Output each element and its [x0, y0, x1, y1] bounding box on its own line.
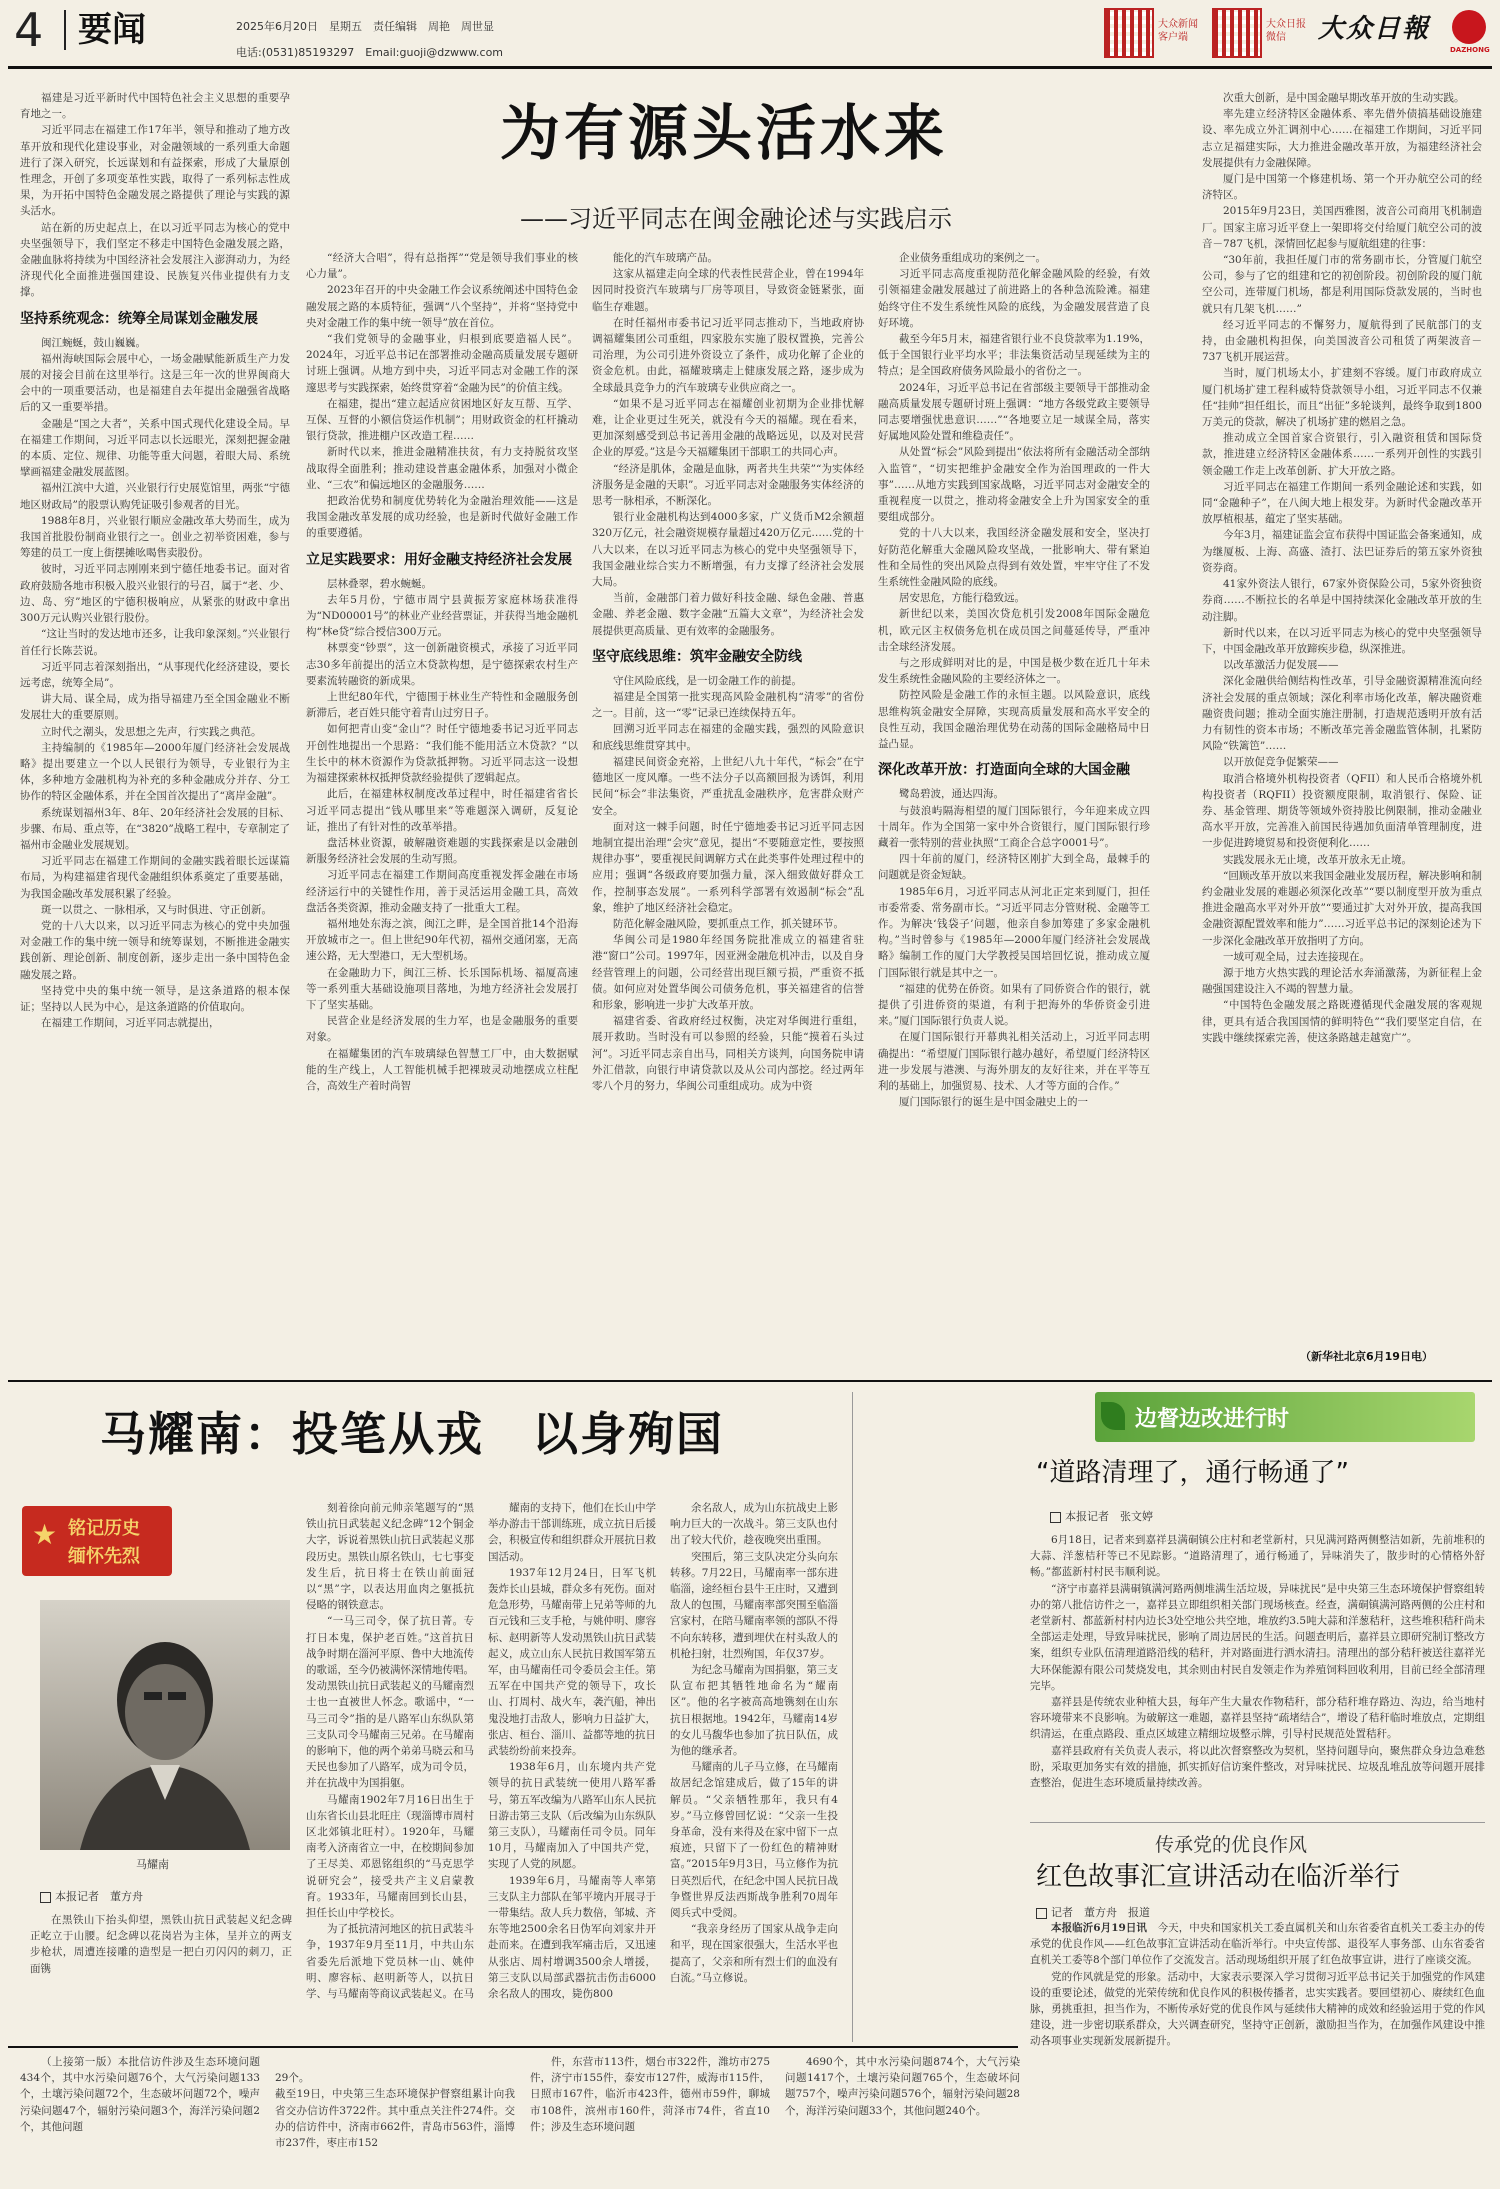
paragraph: 系统谋划福州3年、8年、20年经济社会发展的目标、步骤、布局、重点等，在“3820”战略工程中，专章制定了福州市金融业发展规划。 [20, 806, 290, 851]
paragraph: 当时，厦门机场太小，扩建刻不容缓。厦门市政府成立厦门机场扩建工程科威特贷款领导小组，习近平同志不仅兼任“挂帅”担任组长，而且“出征”多轮谈判，最终争取到1800万美元的贷款，解决了机场扩建的燃眉之急。 [1202, 367, 1482, 429]
paragraph: 华闽公司是1980年经国务院批准成立的福建省驻港“窗口”公司。1997年，因亚洲金融危机冲击，以及自身经营管理上的问题，公司经营出现巨额亏损，严重资不抵债。如何应对处置华闽公司债务危机，事关福建省的信誉和形象，影响进一步扩大改革开放。 [592, 934, 864, 1011]
qr-label-wechat: 大众日报 微信 [1266, 19, 1306, 43]
footer-text-4: 4690个，其中水污染问题874个，大气污染问题1417个，土壤污染问题765个，生态破坏问题757个，噪声污染问题576个，辐射污染问题28个，海洋污染问题33个，其他问题240个。 [785, 2056, 1020, 2117]
paragraph: 嘉祥县政府有关负责人表示，将以此次督察整改为契机，坚持问题导向，聚焦群众身边急难愁盼，采取更加务实有效的措施，抓实抓好信访案件整改，对异味扰民、垃圾乱堆乱放等问题开展排查整治，促进生态环境质量持续改善。 [1030, 1744, 1485, 1790]
masthead-logo: 大众日報 [1318, 14, 1431, 44]
memorial-badge-line-1: 铭记历史 [68, 1518, 140, 1539]
paragraph: “30年前，我担任厦门市的常务副市长，分管厦门航空公司，参与了它的组建和它的初创阶段。初创阶段的厦门航空公司，连带厦门机场，都是利用国际贷款发展的，当时也就只有几架飞机……” [1202, 254, 1482, 315]
article4-second-paragraph: 党的作风就是党的形象。活动中，大家表示要深入学习贯彻习近平总书记关于加强党的作风建设的重要论述，做党的光荣传统和优良作风的积极传播者，忠实实践者。要回望初心、赓续红色血脉，勇挑重担，担当作为，不断传承好党的优良作风与延续伟大精神的成效和经验运用于党的作风建设，进一步密切联系群众，大兴调查研究，坚持守正创新，激励担当作为，在加强作风建设中推动各项事业实现新发展新提升。 [1030, 1970, 1485, 2048]
paragraph: 为纪念马耀南为国捐躯，第三支队宣布把其牺牲地命名为“耀南区”。他的名字被高高地镌刻在山东抗日根据地。1942年，马耀南14岁的女儿马馥华也参加了抗日队伍，成为他的继承者。 [670, 1664, 838, 1758]
article3-byline [1050, 1508, 1153, 1524]
paragraph: 以改革激活力促发展—— [1223, 659, 1339, 672]
article4-lead: 本报临沂6月19日讯 [1051, 1922, 1147, 1934]
article4-byline-text: 记者 董方舟 报道 [1051, 1906, 1150, 1919]
paragraph: 余名敌人，成为山东抗战史上影响力巨大的一次战斗。第三支队也付出了较大代价，趁夜晚突出重围。 [670, 1502, 838, 1547]
paragraph: 新时代以来，推进金融精准扶贫，有力支持脱贫攻坚战取得全面胜利；推动建设普惠金融体系，加强对小微企业、“三农”和偏远地区的金融服务…… [306, 446, 578, 491]
article4-first-paragraph: 今天，中央和国家机关工委直属机关和山东省委省直机关工委主办的传承党的优良作风——红色故事汇宣讲活动在临沂举行。中央宣传部、退役军人事务部、山东省委省直机关工委等8个部门单位作了交流发言。活动现场组织开展了红色故事宣讲，进行了座谈交流。 [1030, 1922, 1485, 1967]
paragraph: 1939年6月，马耀南等人率第三支队主力部队在邹平境内开展寻于一带集结。敌人兵力数倍，邹城、齐东等地2500余名日伪军向刘家井开赴而来。在遭到我军痛击后，又迅速从张店、周村增调3500余人增援，第三支队以局部武器抗击伤击6000余名敌人的围攻，毙伤800 [488, 1874, 656, 2001]
inspection-banner-text: 边督边改进行时 [1135, 1407, 1290, 1432]
header-rule [8, 66, 1492, 69]
article2-column-3 [488, 1500, 656, 2040]
paragraph: 在福建工作期间，习近平同志就提出， [41, 1017, 220, 1030]
paragraph: 坚持党中央的集中统一领导，是这条道路的根本保证；坚持以人民为中心，是这条道路的价值取向。 [20, 984, 290, 1013]
paragraph: 防范化解金融风险，要抓重点工作，抓关键环节。 [613, 917, 844, 930]
header-meta: 2025年6月20日 星期五 责任编辑 周艳 周世显 [236, 20, 494, 33]
paragraph: 6月18日，记者来到嘉祥县满硐镇公庄村和老堂新村，只见满河路两侧整洁如新，先前堆积的大蒜、洋葱桔秆等已不见踪影。“道路清理了，通行畅通了，异味消失了，散步时的心情格外舒畅。”都蓝新村村民韦顺利说。 [1030, 1534, 1485, 1579]
paragraph: 此后，在福建林权制度改革过程中，时任福建省省长习近平同志提出“钱从哪里来”等难题深入调研，反复论证，推出了有针对性的改革举措。 [306, 788, 578, 833]
paragraph: 盘活林业资源，破解融资难题的实践探索是以金融创新服务经济社会发展的生动写照。 [306, 836, 578, 866]
article4-body [1030, 1920, 1485, 2180]
paragraph: 能化的汽车玻璃产品。 [613, 252, 718, 264]
footer-text-3: 件，东营市113件，烟台市322件，潍坊市275件，济宁市155件，泰安市127件，威海市115件，日照市167件，临沂市423件，德州市59件，聊城市108件，滨州市160件，菏泽市74件，省直10件；涉及生态环境问题 [530, 2056, 770, 2133]
paragraph: 率先建立经济特区金融体系、率先借外债搞基础设施建设、率先成立外汇调剂中心……在福建工作期间，习近平同志立足福建实际，大力推进金融改革开放，为福建经济社会发展提供有力金融保障。 [1202, 108, 1482, 169]
article2-column-4 [670, 1500, 838, 2040]
paragraph: 鹭岛碧波，通达四海。 [899, 788, 1004, 801]
paragraph: 习近平同志在福建工作17年半，领导和推动了地方改革开放和现代化建设事业，对金融领域的一系列重大命题进行了深入研究，长远谋划和有益探索，形成了大量原创性理念，开创了多项变革性实践，取得了一系列标志性成果，为开拓中国特色金融发展之路提供了理论与实践的源头活水。 [20, 124, 290, 218]
paragraph: 深化金融供给侧结构性改革，引导金融资源精准流向经济社会发展的重点领域；深化利率市场化改革，解决融资难融资贵问题；推动全面实施注册制，打造规范透明开放有活力有韧性的资本市场；不断改革完善金融监管体制，扎紧防风险“铁篱笆”…… [1202, 675, 1482, 753]
paragraph: 层林叠翠，碧水蜿蜒。 [327, 577, 432, 590]
byline-square-icon-3 [1036, 1908, 1047, 1919]
paragraph: 把政治优势和制度优势转化为金融治理效能——这是我国金融改革发展的成功经验，也是新时代做好金融工作的重要遵循。 [306, 495, 578, 540]
paragraph: 银行业金融机构达到4000多家，广义货币M2余额超320万亿元，社会融资规模存量超过420万亿元……党的十八大以来，在以习近平同志为核心的党中央坚强领导下，我国金融业综合实力不断增强，有力支撑了经济社会发展大局。 [592, 511, 864, 589]
qr-code-wechat[interactable] [1212, 8, 1262, 58]
paragraph: 党的十八大以来，以习近平同志为核心的党中央加强对金融工作的集中统一领导和统筹谋划，不断推进金融实践创新、理论创新、制度创新，逐步走出一条中国特色金融发展之路。 [20, 919, 290, 981]
article3-byline-text: 本报记者 张文婷 [1065, 1510, 1153, 1523]
paragraph: 马耀南1902年7月16日出生于山东省长山县北旺庄（现淄博市周村区北郊镇北旺村）。1920年，马耀南考入济南省立一中，在校期间参加了王尽美、邓恩铭组织的“马克思学说研究会”，接受共产主义启蒙教育。1933年，马耀南回到长山县，担任长山中学校长。 [306, 1793, 474, 1920]
article1-col4b-paragraphs [878, 786, 1150, 1110]
paragraph: 新时代以来，在以习近平同志为核心的党中央坚强领导下，中国金融改革开放蹄疾步稳，纵深推进。 [1202, 626, 1482, 655]
paragraph: 次重大创新，是中国金融早期改革开放的生动实践。 [1223, 92, 1465, 104]
memorial-badge-star-icon: ★ [32, 1518, 58, 1551]
memorial-badge-line-2: 缅怀先烈 [68, 1546, 140, 1567]
article2-col1-paragraphs [30, 1912, 292, 1977]
paragraph: 1937年12月24日，日军飞机轰炸长山县城，群众多有死伤。面对危急形势，马耀南带上兄弟等师的九百元钱和三支手枪，与姚仲明、廖容标、赵明新等人发动黑铁山抗日武装起义，成立山东人民抗日救国军第五军，由马耀南任司令委员会主任。第五军在中国共产党的领导下，攻长山、打周村、战火车，袭汽船，神出鬼没地打击敌人，影响力日益扩大，张店、桓台、淄川、益都等地的抗日武装纷纷前来投奔。 [488, 1566, 656, 1758]
article1-column-4 [878, 250, 1150, 1370]
paragraph: 当前，金融部门着力做好科技金融、绿色金融、普惠金融、养老金融、数字金融“五篇大文章”，为经济社会发展提供更高质量、更有效率的金融服务。 [592, 592, 864, 637]
paragraph: 刻着徐向前元帅亲笔题写的“黑铁山抗日武装起义纪念碑”12个铜金大字，诉说着黑铁山抗日武装起义那段历史。黑铁山原名铁山，七七事变发生后，抗日将士在铁山前面冠以“黑”字，以表达用血肉之躯抵抗侵略的钢铁意志。 [306, 1502, 474, 1612]
paragraph: “我们党领导的金融事业，归根到底要造福人民”。2024年，习近平总书记在部署推动金融高质量发展专题研讨班上强调。从地方到中央，习近平同志对金融工作的深邃思考与实践探索，始终贯穿着“金融为民”的价值主线。 [306, 333, 578, 394]
memorial-badge [22, 1506, 172, 1576]
article1-col2-paragraphs [306, 250, 578, 542]
article4-title: 红色故事汇宣讲活动在临沂举行 [1036, 1862, 1401, 1892]
article1-bottom-rule [8, 1380, 1492, 1382]
inspection-banner [1095, 1392, 1475, 1442]
paragraph: 2015年9月23日，美国西雅图，波音公司商用飞机制造厂。国家主席习近平登上一架即将交付给厦门航空公司的波音－787飞机，深情回忆起参与厦航组建的往事： [1202, 205, 1482, 250]
paragraph: 站在新的历史起点上，在以习近平同志为核心的党中央坚强领导下，我们坚定不移走中国特色金融发展之路，金融血脉将持续为中国经济社会发展注入澎湃动力，为经济现代化全面推进强国建设、民族复兴伟业提供有力支撑。 [20, 221, 290, 299]
article2-byline-text: 本报记者 董方舟 [55, 1890, 143, 1903]
paragraph: 这家从福建走向全球的代表性民营企业，曾在1994年因同时投资汽车玻璃与厂房等项目，导致资金链紧张，面临生存难题。 [592, 268, 864, 313]
paragraph: 嘉祥县是传统农业种植大县，每年产生大量农作物秸秆，部分秸秆堆存路边、沟边，给当地村容环境带来不良影响。为破解这一难题，嘉祥县坚持“疏堵结合”，增设了秸秆临时堆放点，定期组织清运，在重点路段、重点区域建立精细垃圾整示牌，引导村民规范处置秸秆。 [1030, 1696, 1485, 1741]
paragraph: 习近平同志高度重视防范化解金融风险的经验，有效引领福建金融发展越过了前进路上的各种急流险滩。福建始终守住不发生系统性风险的底线，为金融发展营造了良好环境。 [878, 268, 1150, 329]
article2-byline [40, 1888, 143, 1904]
paragraph: 福建是全国第一批实现高风险金融机构“清零”的省份之一。目前，这一“零”记录已连续保持五年。 [592, 691, 864, 720]
paragraph: 回溯习近平同志在福建的金融实践，强烈的风险意识和底线思维贯穿其中。 [592, 723, 864, 752]
article1-col4-paragraphs [878, 250, 1150, 752]
paragraph: 在福建，提出“建立起适应贫困地区好友互帮、互学、互保、互督的小额信贷运作机制”；用财政资金的杠杆撬动银行贷款，推进棚户区改造工程…… [306, 397, 578, 443]
paragraph: 林票变“钞票”，这一创新融资模式，承接了习近平同志30多年前提出的活立木贷款构想，是宁德探索农村生产要素流转融资的新成果。 [306, 642, 578, 687]
article1-credit: （新华社北京6月19日电） [1300, 1350, 1433, 1363]
paragraph: 实践发展永无止境，改革开放永无止境。 [1223, 853, 1412, 866]
paragraph: 守住风险底线，是一切金融工作的前提。 [613, 674, 802, 687]
article1-col5-paragraphs [1202, 90, 1482, 1046]
paragraph: 一域可观全局，过去连接现在。 [1223, 950, 1370, 963]
article2-right-divider [852, 1392, 853, 2042]
article2-col3-paragraphs [488, 1500, 656, 2002]
footer-column-3 [530, 2054, 770, 2184]
paragraph: 在时任福州市委书记习近平同志推动下，当地政府协调福耀集团公司重组，四家股东实施了股权置换，完善公司治理，为公司引进外资设立了条件，成功化解了企业的资金危机。由此，福耀玻璃走上健康发展之路，逐步成为全球最具竞争力的汽车玻璃专业供应商之一。 [592, 316, 864, 394]
paragraph: 面对这一棘手问题，时任宁德地委书记习近平同志因地制宜提出治理“会灾”意见，提出“不要随意定性，要按照规律办事”，要重视民间调解方式在此类事件处理过程中的应用；强调“各级政府要加强力量，深入细致做好群众工作，控制事态发展”。一系列科学部署有效遏制“标会”乱象，维护了地区经济社会稳定。 [592, 820, 864, 914]
article2-col2-paragraphs [306, 1500, 474, 2002]
paragraph: 2024年，习近平总书记在省部级主要领导干部推动金融高质量发展专题研讨班上强调：“地方各级党政主要领导同志要增强忧患意识……”“各地要立足一域谋全局，落实好属地风险处置和维稳责任”。 [878, 381, 1150, 443]
masthead-sub: DAZHONG [1450, 46, 1490, 54]
article2-column-2 [306, 1500, 474, 2040]
article1-title: 为有源头活水来 [500, 99, 948, 169]
section-title: 要闻 [78, 10, 146, 50]
article3-body [1030, 1532, 1485, 1816]
paragraph: “福建的优势在侨资。如果有了同侨资合作的银行，就提供了引进侨资的渠道，有利于把海外的华侨资金引进来。”厦门国际银行负责人说。 [878, 982, 1150, 1028]
footer-column-2 [275, 2054, 515, 2184]
article1-col2b-paragraphs [306, 576, 578, 1095]
qr-code-news-app[interactable] [1104, 8, 1154, 58]
paragraph: “中国特色金融发展之路既遵循现代金融发展的客观规律，更具有适合我国国情的鲜明特色”“我们要坚定自信，在实践中继续探索完善，使这条路越走越宽广”。 [1202, 999, 1482, 1044]
portrait-silhouette-icon [40, 1600, 290, 1850]
paragraph: “这让当时的发达地市还多，让我印象深刻。”兴业银行首任行长陈芸说。 [20, 628, 290, 657]
paragraph: 从处置“标会”风险到提出“依法将所有金融活动全部纳入监管”，“切实把维护金融安全作为治国理政的一件大事”……从地方实践到国家战略，习近平同志对金融安全的重视程度一以贯之，推动将金融安全上升为国家安全的重要组成部分。 [878, 446, 1150, 524]
article1-subtitle: ——习近平同志在闽金融论述与实践启示 [520, 205, 952, 233]
paragraph: 在福耀集团的汽车玻璃绿色智慧工厂中，由大数据赋能的生产线上，人工智能机械手把裸玻灵动地摆成立柱配合，高效生产着时尚智 [306, 1047, 578, 1092]
paragraph: 习近平同志在福建工作期间一系列金融论述和实践，如同“金融种子”，在八闽大地上根发芽。为新时代金融改革开放厚植根基，蕴定了坚实基础。 [1202, 480, 1482, 526]
paragraph: 上世纪80年代，宁德围于林业生产特性和金融服务创新滞后，老百姓只能守着青山过穷日子。 [306, 691, 578, 720]
paragraph: “经济是肌体，金融是血脉，两者共生共荣”“为实体经济服务是金融的天职”。习近平同志对金融服务实体经济的思考一脉相承，不断深化。 [592, 462, 864, 508]
article1-column-2 [306, 250, 578, 1370]
article1-column-3 [592, 250, 864, 1370]
paragraph: 马耀南的儿子马立修，在马耀南故居纪念馆建成后，做了15年的讲解员。“父亲牺牲那年，我只有4岁。”马立修曾回忆说：“父亲一生投身革命，没有来得及在家中留下一点痕迹，只留下了一份红色的精神财富。”2015年9月3日，马立修作为抗日英烈后代，在纪念中国人民抗日战争暨世界反法西斯战争胜利70周年阅兵式中受阅。 [670, 1761, 838, 1920]
paragraph: 突围后，第三支队决定分头向东转移。7月22日，马耀南率一部东进临淄，途经桓台县牛王庄时，又遭到敌人的包围，马耀南率部突围至临淄宫家村，在陪马耀南率领的部队不得不向东转移，遭到埋伏在村头敌人的机枪扫射，壮烈殉国，年仅37岁。 [670, 1550, 838, 1660]
byline-square-icon [40, 1892, 51, 1903]
paragraph: 去年5月份，宁德市周宁县黄振芳家庭林场获准得为“ND00001号”的林业产业经营票证，并获得当地金融机构“林e贷”综合授信300万元。 [306, 593, 578, 639]
inspection-banner-leaf-icon [1101, 1402, 1125, 1430]
article2-title: 马耀南：投笔从戎 以身殉国 [100, 1407, 724, 1461]
article3-body-paragraphs [1030, 1532, 1485, 1791]
portrait-photo [40, 1600, 290, 1850]
paragraph: 闽江蜿蜒，鼓山巍巍。 [41, 336, 146, 349]
article1-heading-2: 立足实践要求：用好金融支持经济社会发展 [306, 551, 572, 568]
paragraph: 在金融助力下，闽江三桥、长乐国际机场、福厦高速等一系列重大基础设施项目落地，为地方经济社会发展打下了坚实基础。 [306, 966, 578, 1011]
article4-byline [1036, 1904, 1150, 1920]
footer-rule [8, 2046, 1018, 2048]
paragraph: 四十年前的厦门，经济特区刚扩大到全岛，最棘手的问题就是资金短缺。 [878, 853, 1150, 882]
paragraph: 主持编制的《1985年—2000年厦门经济社会发展战略》提出要建立一个以人民银行为领导，专业银行为主体，多种地方金融机构为补充的多种金融成分并存、分工协作的特区金融体系，并在全国首次提出了“离岸金融”。 [20, 741, 290, 803]
paragraph: “一马三司令，保了抗日菁。专打日本鬼，保护老百姓。”这首抗日战争时期在淄河平原、鲁中大地流传的歌谣，至今仍被满怀深情地传唱。发动黑铁山抗日武装起义的马耀南烈士也一直被世人怀念。歌谣中，“一马三司令”指的是八路军山东纵队第三支队司令马耀南三兄弟。在马耀南的影响下，他的两个弟弟马晓云和马天民也参加了八路军，成为司令员，并在抗战中为国捐躯。 [306, 1615, 474, 1790]
paragraph: 福建民间资金充裕，上世纪八九十年代，“标会”在宁德地区一度风靡。一些不法分子以高额回报为诱饵，利用民间“标会”非法集资，严重扰乱金融秩序，危害群众财产安全。 [592, 755, 864, 817]
paragraph: 福建是习近平新时代中国特色社会主义思想的重要孕育地之一。 [20, 92, 290, 121]
paragraph: 如何把青山变“金山”？时任宁德地委书记习近平同志开创性地提出一个思路：“我们能不能用活立木贷款？”以生长中的林木资源作为贷款抵押物。习近平同志这一设想为福建探索林权抵押贷款经验提供了逻辑起点。 [306, 723, 578, 785]
article1-col1-paragraphs [20, 90, 290, 301]
paragraph: 斑一以贯之、一脉相承，又与时俱进、守正创新。 [41, 903, 272, 916]
article1-heading-4: 深化改革开放：打造面向全球的大国金融 [878, 762, 1130, 779]
paragraph: 厦门国际银行的诞生是中国金融史上的一 [899, 1096, 1088, 1109]
paragraph: 新世纪以来，美国次贷危机引发2008年国际金融危机，欧元区主权债务危机在成员国之间蔓延传导，严重冲击全球经济发展。 [878, 608, 1150, 653]
article2-col4-paragraphs [670, 1500, 838, 1986]
paragraph: 金融是“国之大者”，关系中国式现代化建设全局。早在福建工作期间，习近平同志以长远眼光，深刻把握金融的本质、定位、规律、功能等重大问题，着眼大局、系统擘画福建金融发展蓝图。 [20, 417, 290, 479]
paragraph: 在黑铁山下抬头仰望，黑铁山抗日武装起义纪念碑正屹立于山腰。纪念碑以花岗岩为主体，呈并立的两支步枪状，周遭连接雕的造型是一把白刃闪闪的刺刀，正面镌 [30, 1914, 292, 1975]
paragraph: 41家外资法人银行，67家外资保险公司，5家外资独资券商……不断拉长的名单是中国持续深化金融改革开放的生动注脚。 [1202, 578, 1482, 623]
paragraph: 今年3月，福建证监会宣布获得中国证监会备案通知，成为继厦板、上海、高盛、渣打、法巴证券后的第五家外资独资券商。 [1202, 529, 1482, 574]
paragraph: 福州地处东海之滨，闽江之畔，是全国首批14个沿海开放城市之一。但上世纪90年代初，福州交通闭塞，无高速公路，无大型港口，无大型机场。 [306, 917, 578, 963]
footer-column-1 [20, 2054, 260, 2184]
article1-heading-1: 坚持系统观念：统筹全局谋划金融发展 [20, 310, 258, 327]
paragraph: 福建省委、省政府经过权衡，决定对华闽进行重组，展开救助。当时没有可以参照的经验，只能“摸着石头过河”。习近平同志亲自出马，同相关方谈判，向国务院申请外汇借款，向银行申请贷款以及从公司内部挖。经过两年零八个月的努力，华闽公司重组成功。成为中资 [592, 1015, 864, 1092]
paragraph: 耀南的支持下，他们在长山中学举办游击干部训练班，成立抗日后援会，积极宣传和组织群众开展抗日救国活动。 [488, 1502, 656, 1563]
paragraph: 立时代之潮头，发思想之先声，行实践之典范。 [41, 725, 262, 738]
paragraph: 推动成立全国首家合资银行，引入融资租赁和国际贷款，推进建立经济特区金融体系……一系列开创性的实践引领金融工作走上改革创新、扩大开放之路。 [1202, 432, 1482, 477]
paragraph: 经习近平同志的不懈努力，厦航得到了民航部门的支持，由金融机构担保，向美国波音公司租赁了两架波音－737飞机开展运营。 [1202, 318, 1482, 364]
article3-title: “道路清理了，通行畅通了” [1036, 1458, 1349, 1488]
paragraph: 1985年6月，习近平同志从河北正定来到厦门，担任市委常委、常务副市长。“习近平同志分管财税、金融等工作。为解决‘钱袋子’问题，他亲自参加筹建了多家金融机构。”当时曾参与《1985年—2000年厦门经济社会发展战略》编制工作的厦门大学教授吴国培回忆说，推动成立厦门国际银行就是其中之一。 [878, 885, 1150, 979]
article1-col1b-paragraphs [20, 335, 290, 1032]
paragraph: 党的十八大以来，我国经济金融发展和安全，坚决打好防范化解重大金融风险攻坚战，一批影响大、带有紧迫性和全局性的突出风险点得到有效处置，牢牢守住了不发生系统性金融风险的底线。 [878, 527, 1150, 589]
paragraph: 为了抵抗清河地区的抗日武装斗争，1937年9月至11月，中共山东省委先后派地下党员林一山、姚仲明、廖容标、赵明新等人，以抗日学、与马耀南等商议武装起义。在马 [306, 1923, 474, 2001]
paragraph: “回顾改革开放以来我国金融业发展历程，解决影响和制约金融业发展的难题必须深化改革”“要以制度型开放为重点推进金融高水平对外开放”“要通过扩大对外开放，提高我国金融资源配置效率和能力”……习近平总书记的深刻论述为下一步深化金融改革开放指明了方向。 [1202, 869, 1482, 947]
paragraph: 企业债务重组成功的案例之一。 [899, 252, 1046, 264]
paragraph: 截至今年5月末，福建省银行业不良贷款率为1.19%，低于全国银行业平均水平；非法集资活动呈现延续为主的特点；是全国政府债务风险最小的省份之一。 [878, 333, 1150, 378]
footer-column-4 [785, 2054, 1020, 2184]
page-number: 4 [14, 3, 44, 57]
paragraph: 民营企业是经济发展的生力军，也是金融服务的重要对象。 [306, 1015, 578, 1044]
paragraph: 习近平同志在福建工作期间高度重视发挥金融在市场经济运行中的关键性作用，善于灵活运用金融工具，高效盘活各类资源，推动金融支持了一批重大工程。 [306, 869, 578, 914]
paragraph: 福州海峡国际会展中心，一场金融赋能新质生产力发展的对接会目前在这里举行。这是三年一次的世界闽商大会中的一项重要活动，也是福建自去年提出金融强省战略后的又一重要举措。 [20, 352, 290, 414]
article1-heading-3: 坚守底线思维：筑牢金融安全防线 [592, 648, 802, 665]
header-contact: 电话:(0531)85193297 Email:guoji@dzwww.com [236, 46, 504, 59]
paragraph: 在厦门国际银行开幕典礼相关活动上，习近平同志明确提出：“希望厦门国际银行越办越好，希望厦门经济特区进一步发展与港澳、与海外朋友的友好往来，并在平等互利的基础上，加强贸易、技术、人才等方面的合作。” [878, 1031, 1150, 1092]
article1-column-1 [20, 90, 290, 1370]
paragraph: 习近平同志在福建工作期间的金融实践着眼长远谋篇布局，为构建福建省现代金融组织体系奠定了重要基础，为我国金融改革发展积累了经验。 [20, 855, 290, 900]
paragraph: 彼时，习近平同志刚刚来到宁德任地委书记。面对省政府鼓励各地市积极入股兴业银行的号召，属于“老、少、边、岛、穷”地区的宁德积极响应，从紧张的财政中拿出300万元认购兴业银行股份。 [20, 563, 290, 625]
paragraph: 居安思危，方能行稳致远。 [899, 592, 1025, 605]
byline-square-icon-2 [1050, 1512, 1061, 1523]
portrait-caption: 马耀南 [136, 1858, 169, 1871]
masthead-emblem-icon [1452, 10, 1486, 44]
paragraph: 厦门是中国第一个修建机场、第一个开办航空公司的经济特区。 [1202, 173, 1482, 202]
article4-kicker: 传承党的优良作风 [1155, 1834, 1308, 1856]
footer-text-1: （上接第一版）本批信访件涉及生态环境问题434个，其中水污染问题76个，大气污染问题133个，土壤污染问题72个，生态破坏问题72个，噪声污染问题47个，辐射污染问题3个，海洋污染问题2个，其他问题 [20, 2056, 260, 2133]
page-number-divider [64, 10, 66, 50]
article1-col3b-paragraphs [592, 673, 864, 1094]
paragraph: 与鼓浪屿隔海相望的厦门国际银行，今年迎来成立四十周年。作为全国第一家中外合资银行，厦门国际银行珍藏着一张特别的营业执照“工商企合总字0001号”。 [878, 804, 1150, 849]
paragraph: 与之形成鲜明对比的是，中国是极少数在近几十年未发生系统性金融风险的主要经济体之一。 [878, 657, 1150, 686]
article2-column-1 [30, 1912, 292, 2038]
article1-column-5 [1202, 90, 1482, 1340]
paragraph: “济宁市嘉祥县满硐镇满河路两侧堆满生活垃圾，异味扰民”是中央第三生态环境保护督察组转办的第八批信访件之一，嘉祥县立即组织相关部门现场核查。经查，满硐镇满河路两侧的公庄村和老堂新村、都蓝新村村内边长3处空地公共空地，堆放约3.5吨大蒜和洋葱秸秆，这些堆积秸秆尚未全部运走处理，导致异味扰民，影响了周边居民的生活。问题查明后，嘉祥县立即研究制订整改方案，组织专业队伍清理道路沿线的秸秆，并对路面进行洒水清扫。清理出的部分秸秆被送往嘉祥光大环保能源有限公司焚烧发电，其余则由村民自发领走作为养殖饲料回收利用，目前已经全部清理完毕。 [1030, 1582, 1485, 1692]
paragraph: 以开放促竞争促繁荣—— [1223, 756, 1339, 769]
paragraph: 取消合格境外机构投资者（QFII）和人民币合格境外机构投资者（RQFII）投资额度限制，取消银行、保险、证券、基金管理、期货等领域外资持股比例限制，推动金融业高水平开放，完善准入前国民待遇加负面清单管理制度，进一步促进跨境贸易和投资便利化…… [1202, 772, 1482, 850]
paragraph: 福州江滨中大道，兴业银行行史展览馆里，两张“宁德地区财政局”的股票认购凭证吸引参观者的目光。 [20, 482, 290, 511]
paragraph: “经济大合唱”，得有总指挥”“党是领导我们事业的核心力量”。 [306, 252, 578, 281]
footer-text-2: 29个。 截至19日，中央第三生态环境保护督察组累计向我省交办信访件3722件。其中重点关注件274件。交办的信访件中，济南市662件，青岛市563件，淄博市237件，枣庄市152 [275, 2072, 515, 2150]
paragraph: 防控风险是金融工作的永恒主题。以风险意识，底线思维构筑金融安全屏障，实现高质量发展和高水平安全的良性互动，我国金融治理优势在动荡的国际金融格局中日益凸显。 [878, 689, 1150, 751]
article3-bottom-divider [1030, 1822, 1485, 1823]
paragraph: “我亲身经历了国家从战争走向和平，现在国家很强大，生活水平也提高了，父亲和所有烈士们的血没有白流。”马立修说。 [670, 1923, 838, 1984]
paragraph: 源于地方火热实践的理论活水奔涌激荡，为新征程上金融强国建设注入不竭的智慧力量。 [1202, 966, 1482, 996]
qr-label-news-app: 大众新闻 客户端 [1158, 19, 1198, 43]
paragraph: 2023年召开的中央金融工作会议系统阐述中国特色金融发展之路的本质特征，强调“八个坚持”，并将“坚持党中央对金融工作的集中统一领导”放在首位。 [306, 284, 578, 329]
paragraph: 习近平同志着深刻指出，“从事现代化经济建设，要长远考虑，统筹全局”。 [20, 660, 290, 689]
paragraph: 1988年8月，兴业银行顺应金融改革大势而生，成为我国首批股份制商业银行之一。创业之初举资困难，参与筹建的员工一度上街摆摊吆喝售卖股份。 [20, 514, 290, 560]
article1-col3-paragraphs [592, 250, 864, 639]
paragraph: 讲大局、谋全局，成为指导福建乃至全国金融业不断发展壮大的重要原则。 [20, 693, 290, 722]
paragraph: “如果不是习近平同志在福耀创业初期为企业排忧解难，让企业更过生死关，就没有今天的福耀。现在看来，更加深刻感受到总书记善用金融的战略远见，以及对民营企业的厚爱。”这是今天福耀集团干部职工的共同心声。 [592, 397, 864, 459]
article4-lead-paragraph [1030, 1920, 1485, 1969]
paragraph: 1938年6月，山东境内共产党领导的抗日武装统一使用八路军番号，第五军改编为八路军山东人民抗日游击第三支队（后改编为山东纵队第三支队），马耀南任司令员。同年10月，马耀南加入了中国共产党，实现了人党的夙愿。 [488, 1761, 656, 1871]
